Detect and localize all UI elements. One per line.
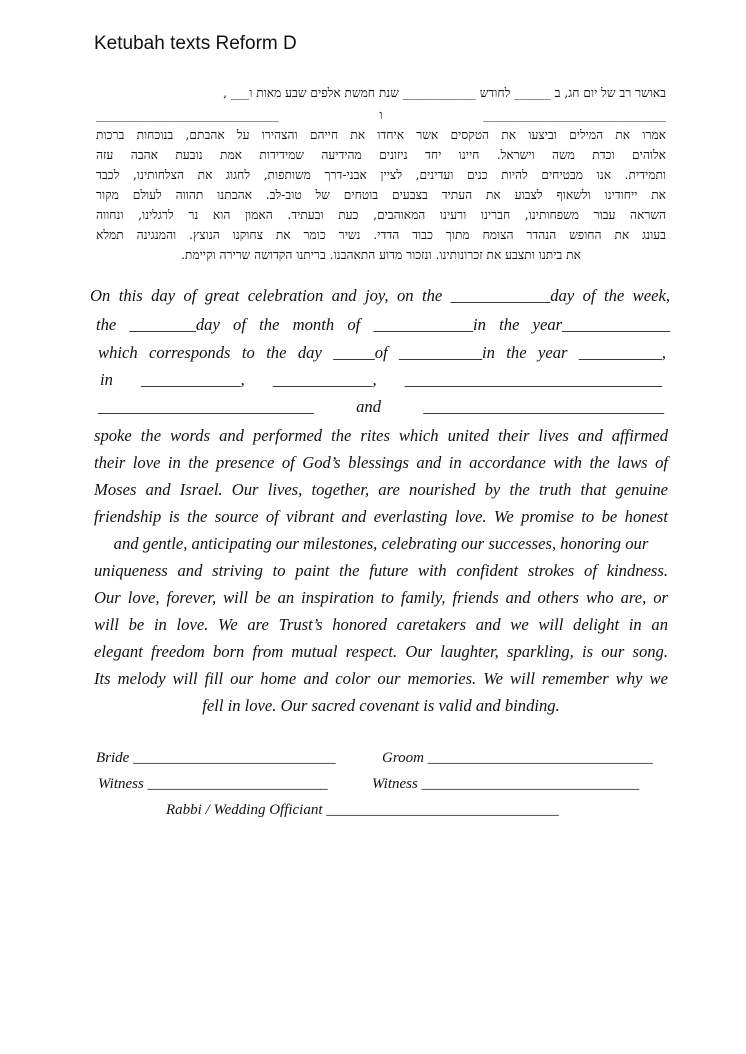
hebrew-paragraph-line: את ייחודינו ולשאוף לצבוע את העתיד בצבעים בוטחים של טוב-לב. אהבתנו תהווה לעולם מקור [96, 188, 666, 202]
hebrew-paragraph-line: את ביתנו ותצבע את זכרונותינו. ונזכור מדוע התאהבנו. בריתנו הקדושה שרירה וקיימת. [181, 248, 581, 262]
hebrew-paragraph-line: אמרו את המילים וביצעו את הטקסים אשר איחדו את חייהם והצהירו על אהבתם, בנוכחות ברכות [96, 128, 666, 142]
hebrew-date-line: באושר רב של יום חג, ב ______ לחודש ____________ שנת חמשת אלפים שבע מאות ו___ , [223, 86, 666, 100]
english-paragraph-line: Our love, forever, will be an inspiration to family, friends and others who are, or [94, 588, 668, 607]
english-paragraph-line: Its melody will fill our home and color our memories. We will remember why we [94, 669, 668, 688]
english-paragraph-line: will be in love. We are Trust’s honored caretakers and we will delight in an [94, 615, 668, 634]
groom-signature-line[interactable]: Groom ______________________________ [382, 750, 653, 766]
witness-signature-line[interactable]: Witness _____________________________ [372, 776, 640, 792]
english-paragraph-line: uniqueness and striving to paint the future with confident strokes of kindness. [94, 561, 668, 580]
english-paragraph-line: elegant freedom born from mutual respect. Our laughter, sparkling, is our song. [94, 642, 668, 661]
english-fill-line: the ________day of the month of ____________in the year_____________ [96, 315, 670, 334]
witness-signature-line[interactable]: Witness ________________________ [98, 776, 328, 792]
english-paragraph-line: spoke the words and performed the rites which united their lives and affirmed [94, 426, 668, 445]
english-fill-line: __________________________ and _____________________________ [98, 397, 664, 416]
hebrew-names-line: ______________________________ ו ______________________________ [96, 108, 666, 122]
english-paragraph-line: and gentle, anticipating our milestones, celebrating our successes, honoring our [113, 534, 649, 553]
officiant-signature-line[interactable]: Rabbi / Wedding Officiant _______________________________ [166, 802, 559, 818]
english-fill-line: On this day of great celebration and joy, on the ____________day of the week, [90, 286, 670, 305]
hebrew-paragraph-line: ותמידית. אנו מבטיחים להיות כנים ועדינים, לציין אבני-דרך משותפות, לחגוג את הצלחותינו, לכבד [96, 168, 666, 182]
english-paragraph-line: fell in love. Our sacred covenant is valid and binding. [202, 696, 560, 715]
english-paragraph-line: friendship is the source of vibrant and everlasting love. We promise to be honest [94, 507, 668, 526]
document-title: Ketubah texts Reform D [94, 33, 297, 54]
english-paragraph-line: Moses and Israel. Our lives, together, are nourished by the truth that genuine [94, 480, 668, 499]
bride-signature-line[interactable]: Bride ___________________________ [96, 750, 336, 766]
english-fill-line: which corresponds to the day _____of __________in the year __________, [98, 343, 666, 362]
hebrew-paragraph-line: אלוהים וכדת משה וישראל. חיינו יחד ניזונים מהידיעה שמידידות אמת נובעת אהבה עזה [96, 148, 666, 162]
hebrew-paragraph-line: בעונג את החופש הנהדר הצומח מתוך כבוד הדדי. נשיר כומר את צחוקנו הנוצץ. והמנגינה תמלא [96, 228, 666, 242]
english-paragraph-line: their love in the presence of God’s blessings and in accordance with the laws of [94, 453, 668, 472]
english-fill-line: in ____________, ____________, _______________________________ [100, 370, 662, 389]
hebrew-paragraph-line: השראה עבור משפחותינו, חברינו ורעינו המאוהבים, כעת ובעתיד. האמון הוא נר לרגלינו, ונחווה [96, 208, 666, 222]
